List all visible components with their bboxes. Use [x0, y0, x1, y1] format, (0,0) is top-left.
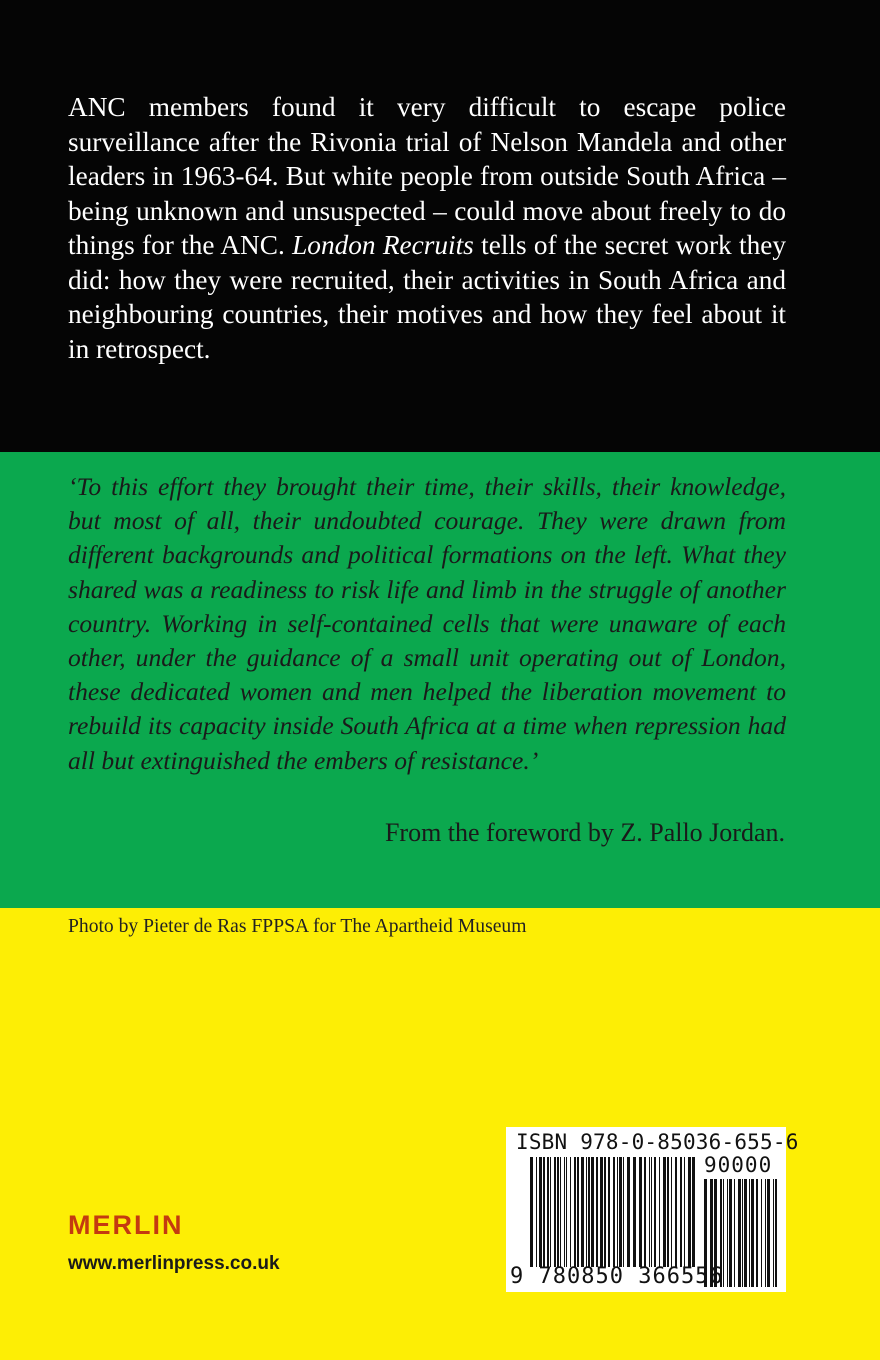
barcode-bar	[654, 1157, 656, 1267]
barcode-bar	[536, 1157, 537, 1267]
barcode-bar	[588, 1157, 590, 1267]
barcode-bar	[761, 1179, 762, 1287]
barcode-bar	[649, 1157, 650, 1267]
publisher-logo: MERLIN	[68, 1210, 184, 1240]
barcode-bar	[742, 1179, 743, 1287]
barcode-bar	[692, 1157, 695, 1267]
barcode-bar	[604, 1157, 606, 1267]
barcode-bar	[749, 1179, 750, 1287]
barcode-bar	[684, 1157, 685, 1267]
barcode-bar	[530, 1157, 533, 1267]
barcode-bar	[751, 1179, 754, 1287]
isbn-label: ISBN 978-0-85036-655-6	[516, 1130, 799, 1154]
book-blurb	[68, 90, 786, 366]
blurb-text-part-2: tells of the secret work they did: how they were recruited, their activities in South Africa and neighbouring countries, their motives and how they feel about it in retrospect.	[68, 230, 786, 364]
barcode-bar	[596, 1157, 598, 1267]
barcode-bar	[543, 1157, 545, 1267]
barcode-bar	[591, 1157, 594, 1267]
barcode-bar	[564, 1157, 565, 1267]
barcode-bar	[554, 1157, 556, 1267]
barcode-bar	[688, 1157, 691, 1267]
barcode-bar	[727, 1179, 728, 1287]
barcode-bar	[729, 1179, 732, 1287]
barcode-bar	[619, 1157, 622, 1267]
barcode-bar	[627, 1157, 630, 1267]
foreword-quote: ‘To this effort they brought their time, their skills, their knowledge, but most of all, their undoubted courage. They were drawn from different backgrounds and political formations on the left. What they shared was a readiness to risk life and limb in the struggle of another country. Working in self-contained cells that were unaware of each other, under the guidance of a small unit operating out of London, these dedicated women and men helped the liberation movement to rebuild its capacity inside South Africa at a time when repression had all but extinguished the embers of resistance.’	[68, 472, 786, 775]
barcode-bar	[651, 1157, 652, 1267]
photo-credit: Photo by Pieter de Ras FPPSA for The Apartheid Museum	[68, 916, 527, 937]
barcode-bar	[608, 1157, 610, 1267]
barcode-bar	[574, 1157, 576, 1267]
barcode-bar	[644, 1157, 646, 1267]
isbn-barcode	[506, 1127, 799, 1292]
barcode-bar	[586, 1157, 587, 1267]
barcode-bar	[773, 1179, 774, 1287]
barcode-bar	[680, 1157, 682, 1267]
barcode-bar	[557, 1157, 559, 1267]
ean-number: 9 780850 366556	[510, 1264, 724, 1289]
barcode-bar	[617, 1157, 618, 1267]
barcode-bar	[547, 1157, 549, 1267]
barcode-bar	[570, 1157, 571, 1267]
barcode-bar	[659, 1157, 660, 1267]
barcode-bar	[671, 1157, 672, 1267]
book-title: London Recruits	[292, 230, 474, 260]
price-addon-label: 90000	[704, 1153, 773, 1177]
barcode-bar	[756, 1179, 758, 1287]
barcode-bar	[639, 1157, 642, 1267]
barcode-bar	[539, 1157, 542, 1267]
quote-attribution: From the foreword by Z. Pallo Jordan.	[384, 818, 785, 847]
barcode-bar	[613, 1157, 615, 1267]
barcode-bar	[566, 1157, 567, 1267]
barcode-bar	[663, 1157, 666, 1267]
barcode-bar	[765, 1179, 766, 1287]
barcode-bar	[623, 1157, 624, 1267]
barcode-bar	[633, 1157, 636, 1267]
barcode-bar	[775, 1179, 777, 1287]
barcode-bar	[560, 1157, 561, 1267]
blurb-text-part-1: ANC members found it very difficult to escape police surveillance after the Rivonia trial of Nelson Mandela and other leaders in 1963-64. But white people from outside South Africa – being unknown and unsuspected – could move about freely to do things for the ANC.	[68, 92, 786, 260]
barcode-bar	[577, 1157, 579, 1267]
barcode-bar	[581, 1157, 584, 1267]
barcode-bar	[675, 1157, 677, 1267]
barcode-bar	[600, 1157, 603, 1267]
barcode-bar	[667, 1157, 669, 1267]
barcode-bar	[744, 1179, 747, 1287]
barcode-bar	[550, 1157, 551, 1267]
barcode-bar	[738, 1179, 741, 1287]
barcode-bar	[734, 1179, 735, 1287]
barcode-bar	[767, 1179, 770, 1287]
publisher-website[interactable]: www.merlinpress.co.uk	[68, 1253, 280, 1274]
